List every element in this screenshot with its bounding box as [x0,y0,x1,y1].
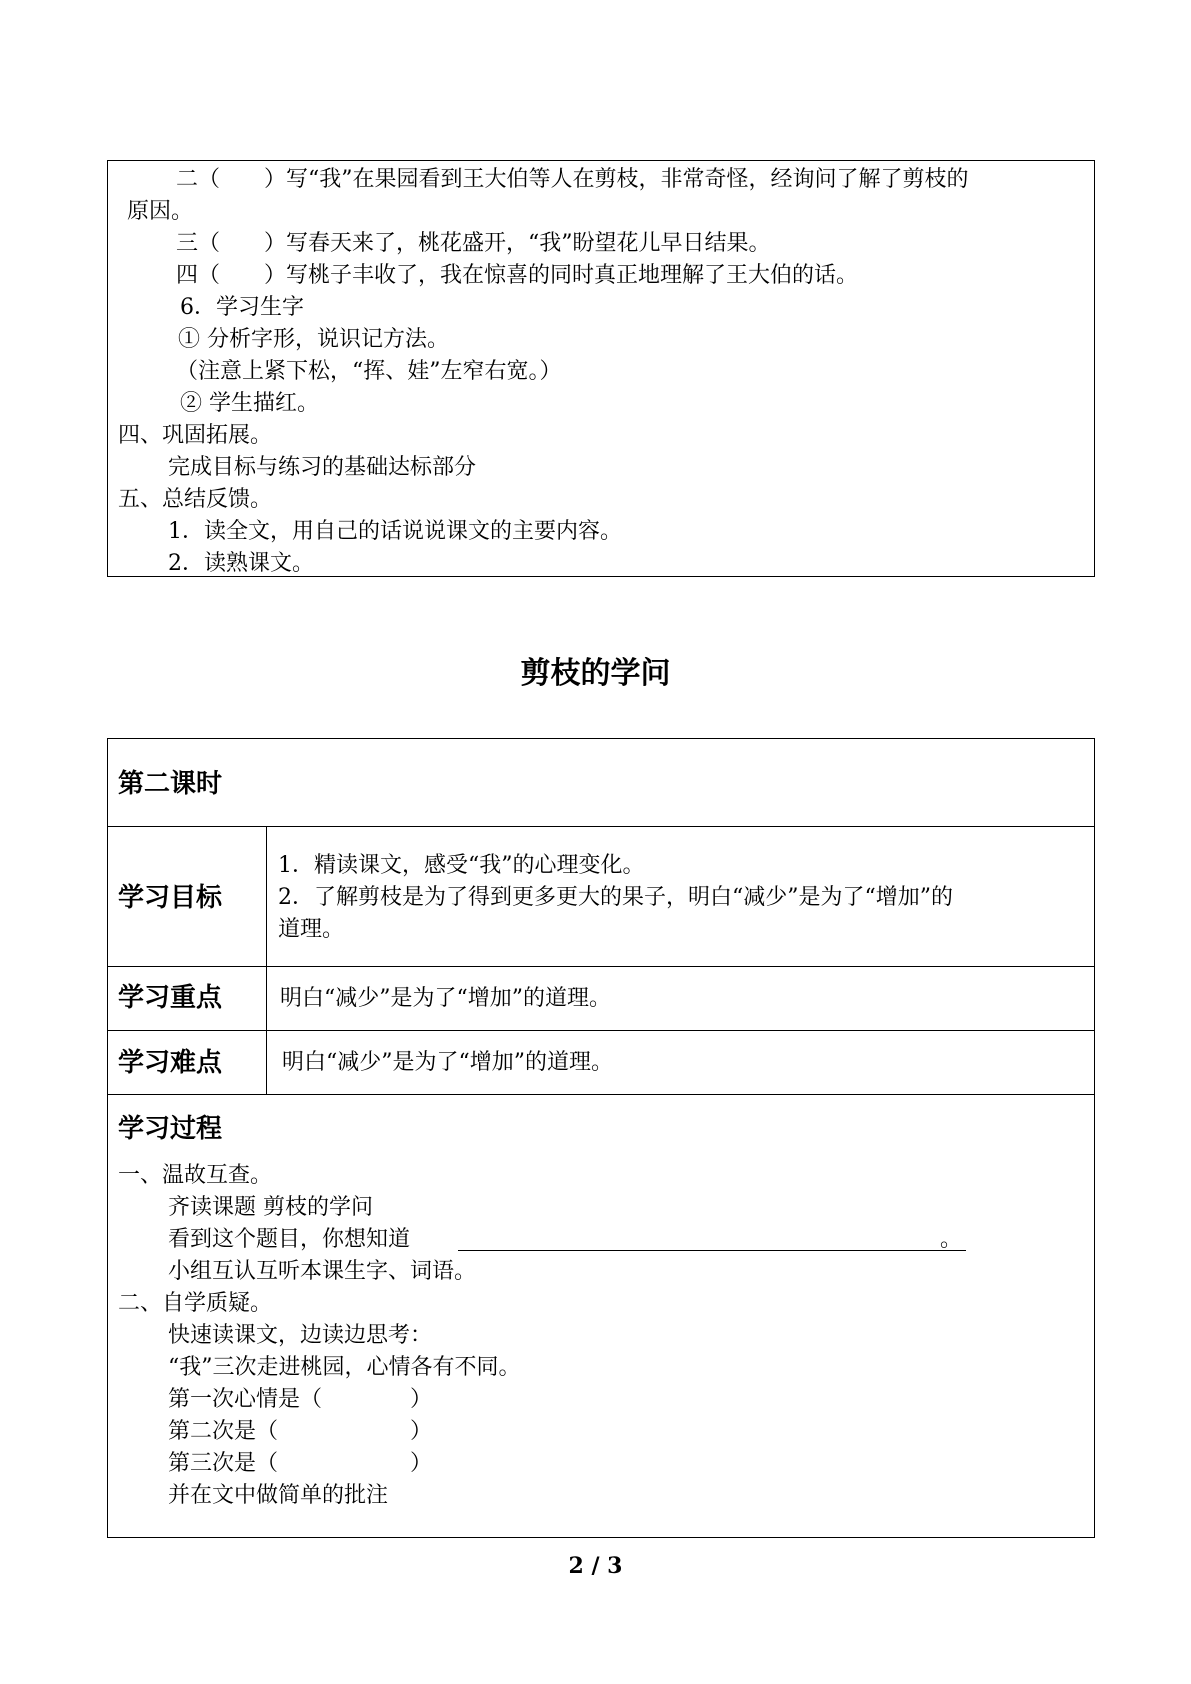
goal-item-2: 2．了解剪枝是为了得到更多更大的果子，明白“减少”是为了“增加”的 [278,885,953,910]
outline-item-3: 三（ ）写春天来了，桃花盛开，“我”盼望花儿早日结果。 [176,231,771,256]
outline-item-4: 四（ ）写桃子丰收了，我在惊喜的同时真正地理解了王大伯的话。 [176,263,859,288]
process-line: 快速读课文，边读边思考： [168,1323,433,1348]
section-5-heading: 五、总结反馈。 [118,487,273,512]
step-6-item-1: ① 分析字形，说识记方法。 [178,327,449,352]
mood-first: 第一次心情是（ ） [168,1387,433,1412]
goals-label: 学习目标 [118,883,223,913]
process-heading-2: 二、自学质疑。 [118,1291,273,1316]
row-divider [107,966,1095,967]
section-5-item-1: 1．读全文，用自己的话说说课文的主要内容。 [168,519,622,544]
mood-third: 第三次是（ ） [168,1451,433,1476]
answer-blank[interactable] [458,1250,966,1251]
step-6-item-2: ② 学生描红。 [180,391,319,416]
process-line: 小组互认互听本课生字、词语。 [168,1259,477,1284]
difficulty-text: 明白“减少”是为了“增加”的道理。 [282,1050,613,1075]
process-line: 并在文中做简单的批注 [168,1483,389,1508]
key-point-label: 学习重点 [118,983,223,1013]
process-line: 齐读课题 剪枝的学问 [168,1195,373,1220]
section-5-item-2: 2．读熟课文。 [168,551,314,576]
section-4-heading: 四、巩固拓展。 [118,423,273,448]
row-divider [107,1030,1095,1031]
answer-blank-period: 。 [940,1227,963,1252]
page-title: 剪枝的学问 [520,656,671,691]
mood-second: 第二次是（ ） [168,1419,433,1444]
goal-item-2-cont: 道理。 [278,917,345,942]
period-label: 第二课时 [118,769,223,799]
step-6-heading: 6．学习生字 [180,295,304,320]
column-divider [266,826,267,1094]
section-4-text: 完成目标与练习的基础达标部分 [168,455,477,480]
key-point-text: 明白“减少”是为了“增加”的道理。 [280,986,611,1011]
goal-item-1: 1．精读课文，感受“我”的心理变化。 [278,853,645,878]
outline-item-2-line-2: 原因。 [127,199,194,224]
outline-item-2-line-1: 二（ ）写“我”在果园看到王大伯等人在剪枝，非常奇怪，经询问了解了剪枝的 [176,167,969,192]
row-divider [107,1094,1095,1095]
page-number: 2 / 3 [568,1553,623,1579]
process-line: 看到这个题目，你想知道 [168,1227,411,1252]
process-line: “我”三次走进桃园，心情各有不同。 [168,1355,521,1380]
process-label: 学习过程 [118,1114,223,1144]
process-heading-1: 一、温故互查。 [118,1163,273,1188]
difficulty-label: 学习难点 [118,1048,223,1078]
step-6-note: （注意上紧下松，“挥、娃”左窄右宽。） [176,359,562,384]
row-divider [107,826,1095,827]
